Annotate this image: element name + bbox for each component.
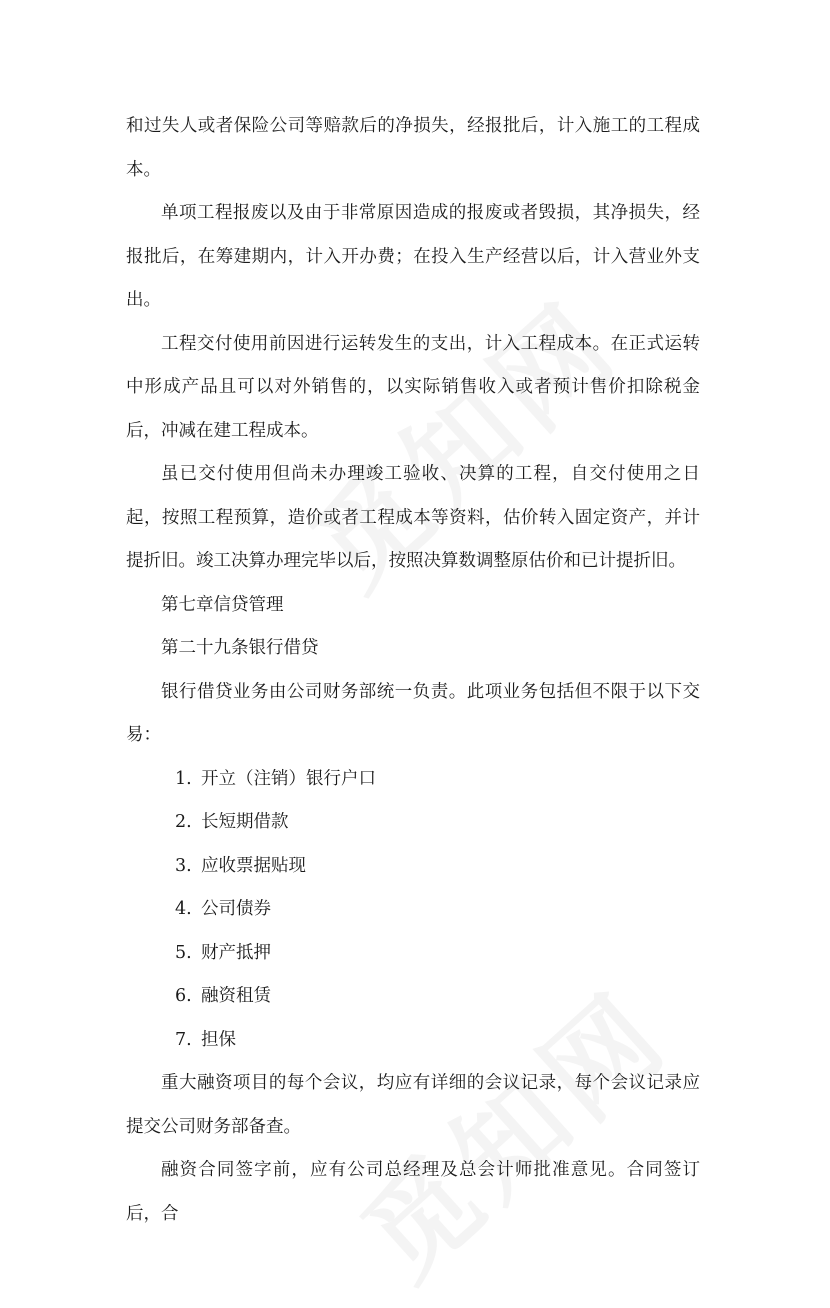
chapter-title: 第七章信贷管理 — [161, 594, 284, 615]
document-body — [126, 105, 700, 1236]
list-text: 应收票据贴现 — [201, 855, 306, 876]
list-number: 1. — [175, 768, 192, 789]
list-item — [126, 975, 700, 1019]
list-text: 公司债券 — [201, 899, 271, 919]
list-text: 担保 — [201, 1029, 236, 1050]
paragraph: 和过失人或者保险公司等赔款后的净损失，经报批后，计入施工的工程成本。 — [126, 116, 700, 180]
list-number: 2. — [175, 812, 192, 832]
list-item — [126, 1019, 700, 1063]
list-item — [126, 801, 700, 845]
list-number: 5. — [175, 942, 192, 963]
list-number: 7. — [175, 1029, 192, 1050]
list-text: 开立（注销）银行户口 — [201, 768, 376, 789]
transaction-list — [126, 758, 700, 1063]
list-item — [126, 845, 700, 889]
list-item — [126, 888, 700, 932]
intro-paragraph: 银行借贷业务由公司财务部统一负责。此项业务包括但不限于以下交易： — [126, 681, 700, 745]
list-number: 4. — [175, 899, 192, 919]
list-item — [126, 932, 700, 976]
paragraph: 工程交付使用前因进行运转发生的支出，计入工程成本。在正式运转中形成产品且可以对外销售的，以实际销售收入或者预计售价扣除税金后，冲减在建工程成本。 — [126, 333, 700, 441]
paragraph: 虽已交付使用但尚未办理竣工验收、决算的工程，自交付使用之日起，按照工程预算，造价或者工程成本等资料，估价转入固定资产，并计提折旧。竣工决算办理完毕以后，按照决算数调整原估价和已计提折旧。 — [126, 464, 700, 571]
list-text: 财产抵押 — [201, 942, 271, 963]
paragraph: 融资合同签字前，应有公司总经理及总会计师批准意见。合同签订后，合 — [126, 1160, 700, 1224]
list-item — [126, 758, 700, 802]
list-text: 融资租赁 — [201, 986, 271, 1006]
article-title: 第二十九条银行借贷 — [161, 638, 319, 658]
list-text: 长短期借款 — [201, 812, 289, 832]
paragraph: 单项工程报废以及由于非常原因造成的报废或者毁损，其净损失，经报批后，在筹建期内，计入开办费；在投入生产经营以后，计入营业外支出。 — [126, 203, 700, 310]
list-number: 3. — [175, 855, 192, 876]
paragraph: 重大融资项目的每个会议，均应有详细的会议记录，每个会议记录应提交公司财务部备查。 — [126, 1073, 700, 1137]
list-number: 6. — [175, 986, 192, 1006]
